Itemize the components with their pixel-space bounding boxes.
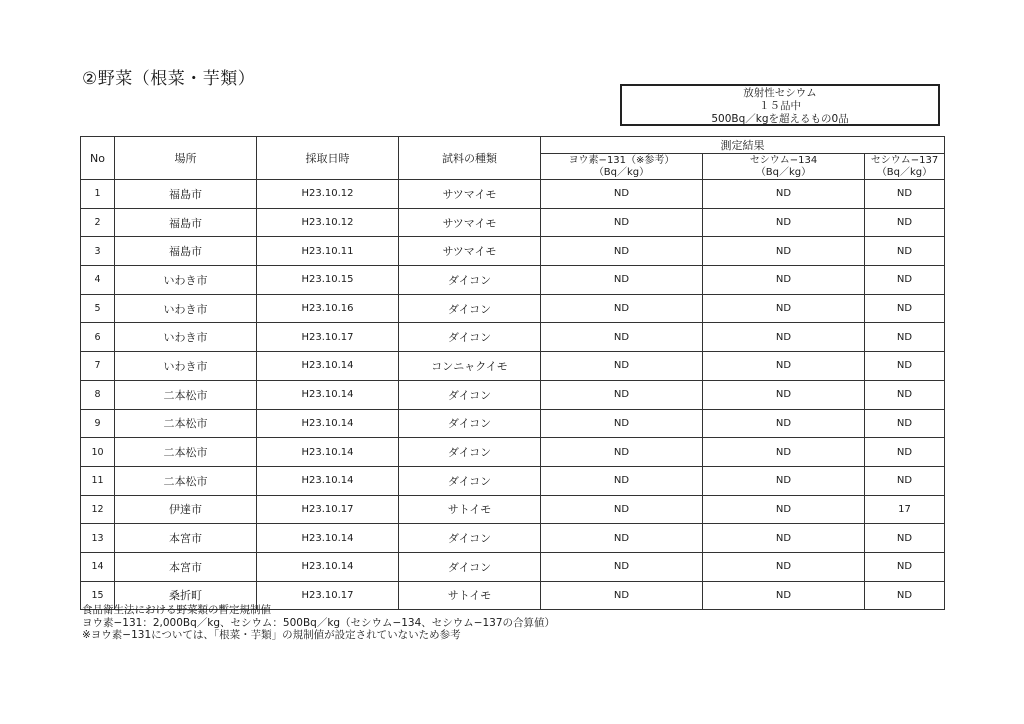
cell-place: 福島市 bbox=[115, 180, 257, 209]
header-cs134-unit: （Bq／kg） bbox=[755, 166, 812, 178]
cell-date: H23.10.14 bbox=[257, 524, 399, 553]
cell-place: 福島市 bbox=[115, 237, 257, 266]
cell-sample: サトイモ bbox=[399, 581, 541, 610]
header-place: 場所 bbox=[115, 137, 257, 180]
cell-no: 15 bbox=[81, 581, 115, 610]
table-row bbox=[81, 208, 945, 237]
cell-no: 6 bbox=[81, 323, 115, 352]
cell-cs137: ND bbox=[865, 380, 945, 409]
header-cs134 bbox=[703, 154, 865, 180]
cell-sample: ダイコン bbox=[399, 466, 541, 495]
cell-place: 福島市 bbox=[115, 208, 257, 237]
cell-iodine: ND bbox=[541, 466, 703, 495]
cell-cs137: ND bbox=[865, 466, 945, 495]
header-cs134-label: セシウム−134 bbox=[749, 154, 818, 166]
header-cs137 bbox=[865, 154, 945, 180]
header-cs137-unit: （Bq／kg） bbox=[876, 166, 933, 178]
cell-iodine: ND bbox=[541, 266, 703, 295]
table-row bbox=[81, 524, 945, 553]
cell-cs137: ND bbox=[865, 323, 945, 352]
header-iodine-label: ヨウ素−131（※参考） bbox=[568, 154, 675, 166]
cell-sample: ダイコン bbox=[399, 438, 541, 467]
cell-place: 二本松市 bbox=[115, 380, 257, 409]
cell-date: H23.10.17 bbox=[257, 495, 399, 524]
cell-no: 9 bbox=[81, 409, 115, 438]
cell-place: いわき市 bbox=[115, 294, 257, 323]
footnote-line-3: ※ヨウ素−131については、「根菜・芋類」の規制値が設定されていないため参考 bbox=[82, 629, 461, 641]
cell-cs137: ND bbox=[865, 208, 945, 237]
cell-cs134: ND bbox=[703, 524, 865, 553]
cell-cs134: ND bbox=[703, 266, 865, 295]
table-row bbox=[81, 352, 945, 381]
cell-cs134: ND bbox=[703, 552, 865, 581]
cell-iodine: ND bbox=[541, 352, 703, 381]
cell-no: 5 bbox=[81, 294, 115, 323]
cell-sample: ダイコン bbox=[399, 380, 541, 409]
cell-no: 1 bbox=[81, 180, 115, 209]
cell-place: いわき市 bbox=[115, 266, 257, 295]
summary-box bbox=[620, 84, 940, 126]
cell-place: 伊達市 bbox=[115, 495, 257, 524]
cell-iodine: ND bbox=[541, 552, 703, 581]
cell-date: H23.10.15 bbox=[257, 266, 399, 295]
cell-no: 10 bbox=[81, 438, 115, 467]
cell-date: H23.10.17 bbox=[257, 323, 399, 352]
cell-date: H23.10.14 bbox=[257, 380, 399, 409]
cell-cs137: ND bbox=[865, 409, 945, 438]
cell-sample: ダイコン bbox=[399, 552, 541, 581]
cell-sample: ダイコン bbox=[399, 266, 541, 295]
cell-date: H23.10.14 bbox=[257, 438, 399, 467]
table-row bbox=[81, 237, 945, 266]
page-title: ②野菜（根菜・芋類） bbox=[82, 69, 256, 89]
cell-cs134: ND bbox=[703, 237, 865, 266]
cell-cs137: ND bbox=[865, 524, 945, 553]
header-cs137-label: セシウム−137 bbox=[870, 154, 939, 166]
cell-cs137: ND bbox=[865, 438, 945, 467]
cell-iodine: ND bbox=[541, 237, 703, 266]
cell-place: 二本松市 bbox=[115, 409, 257, 438]
cell-no: 3 bbox=[81, 237, 115, 266]
cell-cs134: ND bbox=[703, 180, 865, 209]
cell-sample: サツマイモ bbox=[399, 180, 541, 209]
cell-iodine: ND bbox=[541, 323, 703, 352]
table-row bbox=[81, 180, 945, 209]
footnote-line-2: ヨウ素−131：2,000Bq／kg、セシウム：500Bq／kg（セシウム−134、セシウム−137の合算値） bbox=[82, 616, 556, 629]
cell-iodine: ND bbox=[541, 438, 703, 467]
cell-date: H23.10.12 bbox=[257, 180, 399, 209]
header-no: No bbox=[81, 137, 115, 180]
cell-no: 13 bbox=[81, 524, 115, 553]
cell-place: いわき市 bbox=[115, 323, 257, 352]
cell-sample: サトイモ bbox=[399, 495, 541, 524]
table-row bbox=[81, 294, 945, 323]
cell-cs134: ND bbox=[703, 352, 865, 381]
summary-line-1: 放射性セシウム bbox=[743, 87, 817, 99]
cell-iodine: ND bbox=[541, 294, 703, 323]
table-row bbox=[81, 409, 945, 438]
cell-cs134: ND bbox=[703, 466, 865, 495]
table-row bbox=[81, 466, 945, 495]
cell-cs137: ND bbox=[865, 294, 945, 323]
cell-cs134: ND bbox=[703, 208, 865, 237]
cell-cs134: ND bbox=[703, 495, 865, 524]
cell-date: H23.10.11 bbox=[257, 237, 399, 266]
cell-cs137: ND bbox=[865, 581, 945, 610]
cell-date: H23.10.14 bbox=[257, 552, 399, 581]
cell-no: 7 bbox=[81, 352, 115, 381]
cell-date: H23.10.14 bbox=[257, 352, 399, 381]
cell-place: 本宮市 bbox=[115, 524, 257, 553]
cell-cs134: ND bbox=[703, 409, 865, 438]
cell-date: H23.10.14 bbox=[257, 466, 399, 495]
cell-sample: サツマイモ bbox=[399, 208, 541, 237]
table-row bbox=[81, 495, 945, 524]
cell-place: いわき市 bbox=[115, 352, 257, 381]
cell-iodine: ND bbox=[541, 208, 703, 237]
cell-date: H23.10.17 bbox=[257, 581, 399, 610]
cell-iodine: ND bbox=[541, 409, 703, 438]
cell-iodine: ND bbox=[541, 495, 703, 524]
header-iodine-unit: （Bq／kg） bbox=[593, 166, 650, 178]
cell-no: 2 bbox=[81, 208, 115, 237]
cell-sample: ダイコン bbox=[399, 294, 541, 323]
footnote-line-1: 食品衛生法における野菜類の暫定規制値 bbox=[82, 604, 271, 616]
table-row bbox=[81, 323, 945, 352]
cell-no: 8 bbox=[81, 380, 115, 409]
footnotes bbox=[82, 604, 555, 642]
cell-date: H23.10.14 bbox=[257, 409, 399, 438]
cell-sample: ダイコン bbox=[399, 524, 541, 553]
cell-place: 二本松市 bbox=[115, 438, 257, 467]
cell-sample: ダイコン bbox=[399, 323, 541, 352]
cell-sample: ダイコン bbox=[399, 409, 541, 438]
cell-no: 14 bbox=[81, 552, 115, 581]
table-row bbox=[81, 552, 945, 581]
cell-sample: サツマイモ bbox=[399, 237, 541, 266]
cell-date: H23.10.12 bbox=[257, 208, 399, 237]
cell-place: 桑折町 bbox=[115, 581, 257, 610]
cell-iodine: ND bbox=[541, 180, 703, 209]
cell-cs134: ND bbox=[703, 438, 865, 467]
results-table bbox=[80, 136, 945, 610]
cell-cs134: ND bbox=[703, 380, 865, 409]
table-row bbox=[81, 266, 945, 295]
summary-line-2: １５品中 bbox=[759, 100, 801, 112]
cell-cs137: ND bbox=[865, 180, 945, 209]
cell-place: 本宮市 bbox=[115, 552, 257, 581]
cell-cs137: ND bbox=[865, 266, 945, 295]
cell-no: 4 bbox=[81, 266, 115, 295]
table-row bbox=[81, 438, 945, 467]
header-sample: 試料の種類 bbox=[399, 137, 541, 180]
cell-no: 11 bbox=[81, 466, 115, 495]
cell-iodine: ND bbox=[541, 581, 703, 610]
cell-cs137: ND bbox=[865, 352, 945, 381]
cell-iodine: ND bbox=[541, 524, 703, 553]
cell-no: 12 bbox=[81, 495, 115, 524]
header-iodine bbox=[541, 154, 703, 180]
cell-cs137: ND bbox=[865, 237, 945, 266]
cell-iodine: ND bbox=[541, 380, 703, 409]
cell-cs134: ND bbox=[703, 323, 865, 352]
cell-cs137: ND bbox=[865, 552, 945, 581]
header-date: 採取日時 bbox=[257, 137, 399, 180]
cell-sample: コンニャクイモ bbox=[399, 352, 541, 381]
cell-cs137: 17 bbox=[865, 495, 945, 524]
table-row bbox=[81, 380, 945, 409]
cell-date: H23.10.16 bbox=[257, 294, 399, 323]
cell-cs134: ND bbox=[703, 294, 865, 323]
cell-cs134: ND bbox=[703, 581, 865, 610]
header-results: 測定結果 bbox=[541, 137, 945, 154]
cell-place: 二本松市 bbox=[115, 466, 257, 495]
summary-line-3: 500Bq／kgを超えるもの0品 bbox=[711, 113, 849, 125]
